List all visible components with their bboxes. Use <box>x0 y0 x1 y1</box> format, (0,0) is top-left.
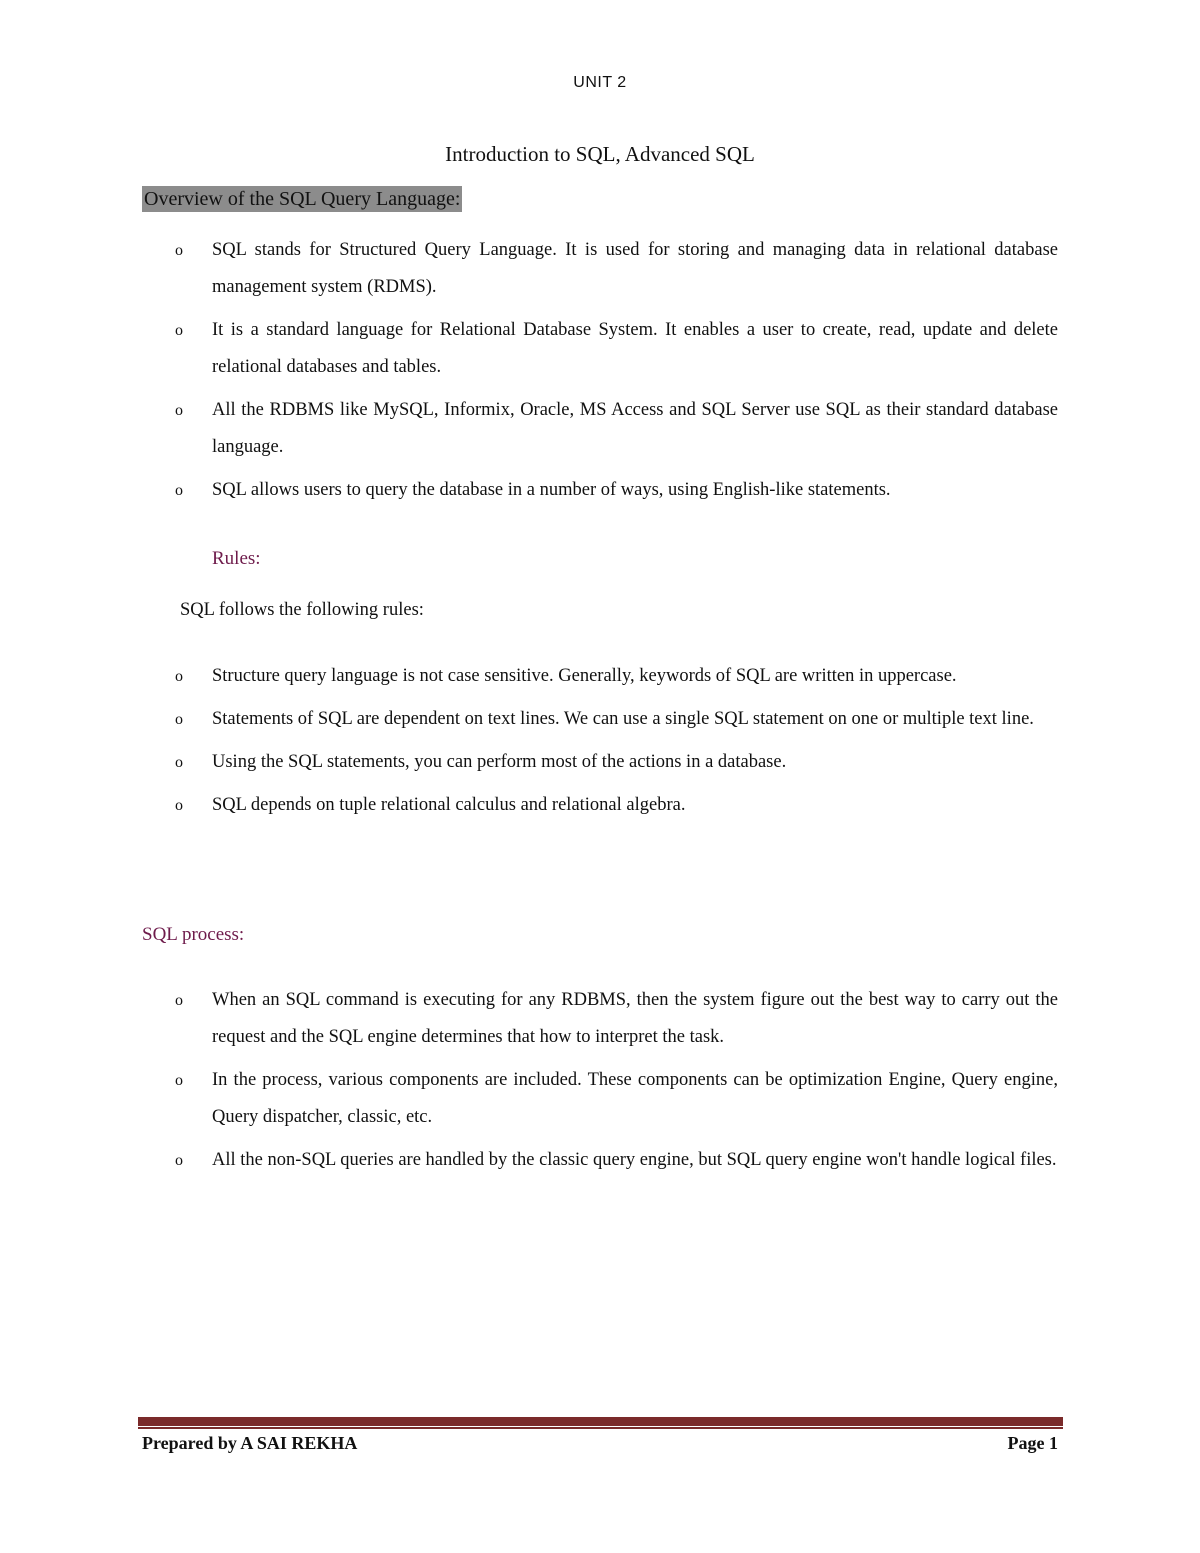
bullet-marker-icon: o <box>175 322 183 339</box>
bullet-marker-icon: o <box>175 668 183 685</box>
bullet-marker-icon: o <box>175 992 183 1009</box>
list-item-text: SQL stands for Structured Query Language. It is used for storing and managing data in relational database management system (RDMS). <box>212 240 1058 297</box>
list-item <box>0 1142 1058 1179</box>
process-heading: SQL process: <box>142 924 245 945</box>
list-item-text: All the RDBMS like MySQL, Informix, Oracle, MS Access and SQL Server use SQL as their standard database language. <box>212 400 1058 457</box>
rules-heading: Rules: <box>212 548 261 569</box>
bullet-marker-icon: o <box>175 1152 183 1169</box>
bullet-marker-icon: o <box>175 797 183 814</box>
document-title: Introduction to SQL, Advanced SQL <box>445 142 755 166</box>
list-item-text: It is a standard language for Relational Database System. It enables a user to create, read, update and delete relational databases and tables. <box>212 320 1058 377</box>
rules-intro: SQL follows the following rules: <box>180 600 424 620</box>
list-item-text: In the process, various components are included. These components can be optimization Engine, Query engine, Query dispatcher, classic, etc. <box>212 1070 1058 1127</box>
footer-author: Prepared by A SAI REKHA <box>142 1433 358 1453</box>
bullet-marker-icon: o <box>175 242 183 259</box>
rules-list <box>0 658 1200 830</box>
list-item-text: When an SQL command is executing for any RDBMS, then the system figure out the best way to carry out the request and the SQL engine determines that how to interpret the task. <box>212 990 1058 1047</box>
footer-divider-thin <box>138 1427 1063 1429</box>
bullet-marker-icon: o <box>175 402 183 419</box>
overview-heading: Overview of the SQL Query Language: <box>144 188 461 210</box>
list-item <box>0 472 1058 509</box>
list-item <box>0 1062 1058 1136</box>
page-header-unit: UNIT 2 <box>573 74 627 91</box>
bullet-marker-icon: o <box>175 482 183 499</box>
list-item <box>0 744 1058 781</box>
list-item <box>0 312 1058 386</box>
list-item-text: Structure query language is not case sensitive. Generally, keywords of SQL are written in uppercase. <box>212 666 957 686</box>
list-item <box>0 658 1058 695</box>
footer-divider <box>138 1417 1063 1426</box>
list-item <box>0 392 1058 466</box>
list-item <box>0 982 1058 1056</box>
list-item-text: Using the SQL statements, you can perform most of the actions in a database. <box>212 752 787 772</box>
list-item-text: All the non-SQL queries are handled by the classic query engine, but SQL query engine won't handle logical files. <box>212 1150 1057 1170</box>
list-item-text: SQL allows users to query the database in a number of ways, using English-like statements. <box>212 480 891 500</box>
process-list <box>0 982 1200 1185</box>
list-item-text: Statements of SQL are dependent on text lines. We can use a single SQL statement on one or multiple text line. <box>212 709 1034 729</box>
list-item <box>0 232 1058 306</box>
bullet-marker-icon: o <box>175 1072 183 1089</box>
bullet-marker-icon: o <box>175 754 183 771</box>
list-item <box>0 701 1058 738</box>
overview-list <box>0 232 1200 515</box>
list-item-text: SQL depends on tuple relational calculus and relational algebra. <box>212 795 686 815</box>
bullet-marker-icon: o <box>175 711 183 728</box>
footer-page-number: Page 1 <box>1007 1433 1058 1453</box>
list-item <box>0 787 1058 824</box>
